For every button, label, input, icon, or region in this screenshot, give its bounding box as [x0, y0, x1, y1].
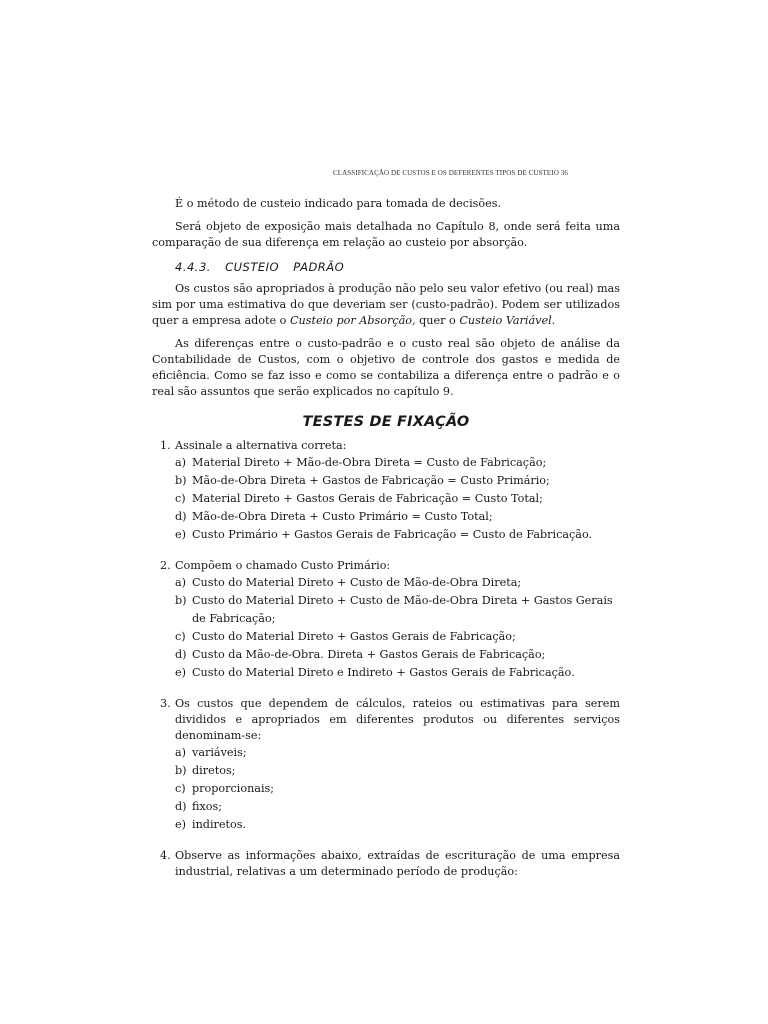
option-letter: a): [175, 456, 187, 469]
question-1: [152, 438, 620, 544]
option-b: [152, 592, 620, 628]
option-text: indiretos.: [192, 818, 247, 831]
option-e: [152, 526, 620, 544]
option-letter: d): [175, 510, 187, 523]
option-a: [152, 744, 620, 762]
option-text: Custo do Material Direto e Indireto + Gastos Gerais de Fabricação.: [192, 666, 575, 679]
option-text: diretos;: [192, 764, 236, 777]
option-text: variáveis;: [192, 746, 247, 759]
option-d: [152, 646, 620, 664]
option-text: Material Direto + Mão-de-Obra Direta = Custo de Fabricação;: [192, 456, 547, 469]
question-number: 2.: [160, 559, 171, 572]
option-a: [152, 574, 620, 592]
option-c: [152, 780, 620, 798]
question-number: 3.: [160, 697, 171, 710]
option-d: [152, 508, 620, 526]
question-list: [152, 438, 620, 880]
option-letter: c): [175, 492, 186, 505]
option-c: [152, 628, 620, 646]
option-e: [152, 664, 620, 682]
section-paragraph-1: [152, 281, 620, 329]
option-text: Custo do Material Direto + Gastos Gerais de Fabricação;: [192, 630, 516, 643]
running-head: CLASSIFICAÇÃO DE CUSTOS E OS DEFERENTES TIPOS DE CUSTEIO 36: [333, 169, 568, 177]
option-text: Mão-de-Obra Direta + Custo Primário = Custo Total;: [192, 510, 493, 523]
option-a: [152, 454, 620, 472]
option-c: [152, 490, 620, 508]
question-2: [152, 558, 620, 682]
option-letter: a): [175, 746, 187, 759]
option-e: [152, 816, 620, 834]
option-b: [152, 472, 620, 490]
custeio-absorcao-emphasis: Custeio por Absorção,: [289, 314, 416, 327]
section-heading: [175, 259, 620, 275]
intro-paragraph-1: É o método de custeio indicado para tomada de decisões.: [175, 197, 502, 210]
question-3: [152, 696, 620, 834]
option-text: proporcionais;: [192, 782, 275, 795]
option-text: Custo do Material Direto + Custo de Mão-de-Obra Direta;: [192, 576, 522, 589]
option-d: [152, 798, 620, 816]
option-text: Material Direto + Gastos Gerais de Fabricação = Custo Total;: [192, 492, 543, 505]
section-paragraph-1-text-b: quer o: [415, 314, 460, 327]
option-text: Custo Primário + Gastos Gerais de Fabricação = Custo de Fabricação.: [192, 528, 593, 541]
page-body: [152, 196, 620, 894]
section-paragraph-2: As diferenças entre o custo-padrão e o custo real são objeto de análise da Contabilidade de Custos, com o objetivo de controle dos gastos e medida de eficiência. Como se faz isso e como se contabiliza a diferença entre o padrão e o real são assuntos que serão explicados no capítulo 9.: [152, 337, 620, 398]
option-b: [152, 762, 620, 780]
option-text: Custo do Material Direto + Custo de Mão-de-Obra Direta + Gastos Gerais de Fabricação;: [192, 594, 613, 625]
option-text: fixos;: [192, 800, 223, 813]
option-letter: b): [175, 474, 187, 487]
option-letter: d): [175, 648, 187, 661]
option-letter: e): [175, 666, 186, 679]
section-title-word-1: CUSTEIO: [225, 260, 280, 274]
option-letter: e): [175, 528, 186, 541]
section-title-word-2: PADRÃO: [293, 260, 345, 274]
option-text: Custo da Mão-de-Obra. Direta + Gastos Gerais de Fabricação;: [192, 648, 546, 661]
option-letter: e): [175, 818, 186, 831]
question-text: Assinale a alternativa correta:: [175, 439, 347, 452]
section-number: 4.4.3.: [175, 260, 211, 274]
option-text: Mão-de-Obra Direta + Gastos de Fabricação = Custo Primário;: [192, 474, 550, 487]
option-letter: b): [175, 594, 187, 607]
question-text: Os custos que dependem de cálculos, rateios ou estimativas para serem divididos e apropriados em diferentes produtos ou diferentes serviços denominam-se:: [175, 697, 620, 742]
question-number: 4.: [160, 849, 171, 862]
section-paragraph-1-text-c: .: [551, 314, 556, 327]
option-letter: b): [175, 764, 187, 777]
option-letter: d): [175, 800, 187, 813]
section-paragraph-1-text-a: Os custos são apropriados à produção não pelo seu valor efetivo (ou real) mas sim por uma estimativa do que deveriam ser (custo-padrão). Podem ser utilizados quer a empresa adote o: [152, 282, 620, 327]
option-letter: a): [175, 576, 187, 589]
custeio-variavel-emphasis: Custeio Variável: [459, 314, 552, 327]
intro-paragraph-2: Será objeto de exposição mais detalhada no Capítulo 8, onde será feita uma comparação de sua diferença em relação ao custeio por absorção.: [152, 220, 620, 249]
tests-title: TESTES DE FIXAÇÃO: [302, 414, 470, 430]
option-letter: c): [175, 782, 186, 795]
question-number: 1.: [160, 439, 171, 452]
option-letter: c): [175, 630, 186, 643]
question-text: Observe as informações abaixo, extraídas de escrituração de uma empresa industrial, relativas a um determinado período de produção:: [175, 849, 620, 878]
question-text: Compõem o chamado Custo Primário:: [175, 559, 391, 572]
question-4: [152, 848, 620, 880]
